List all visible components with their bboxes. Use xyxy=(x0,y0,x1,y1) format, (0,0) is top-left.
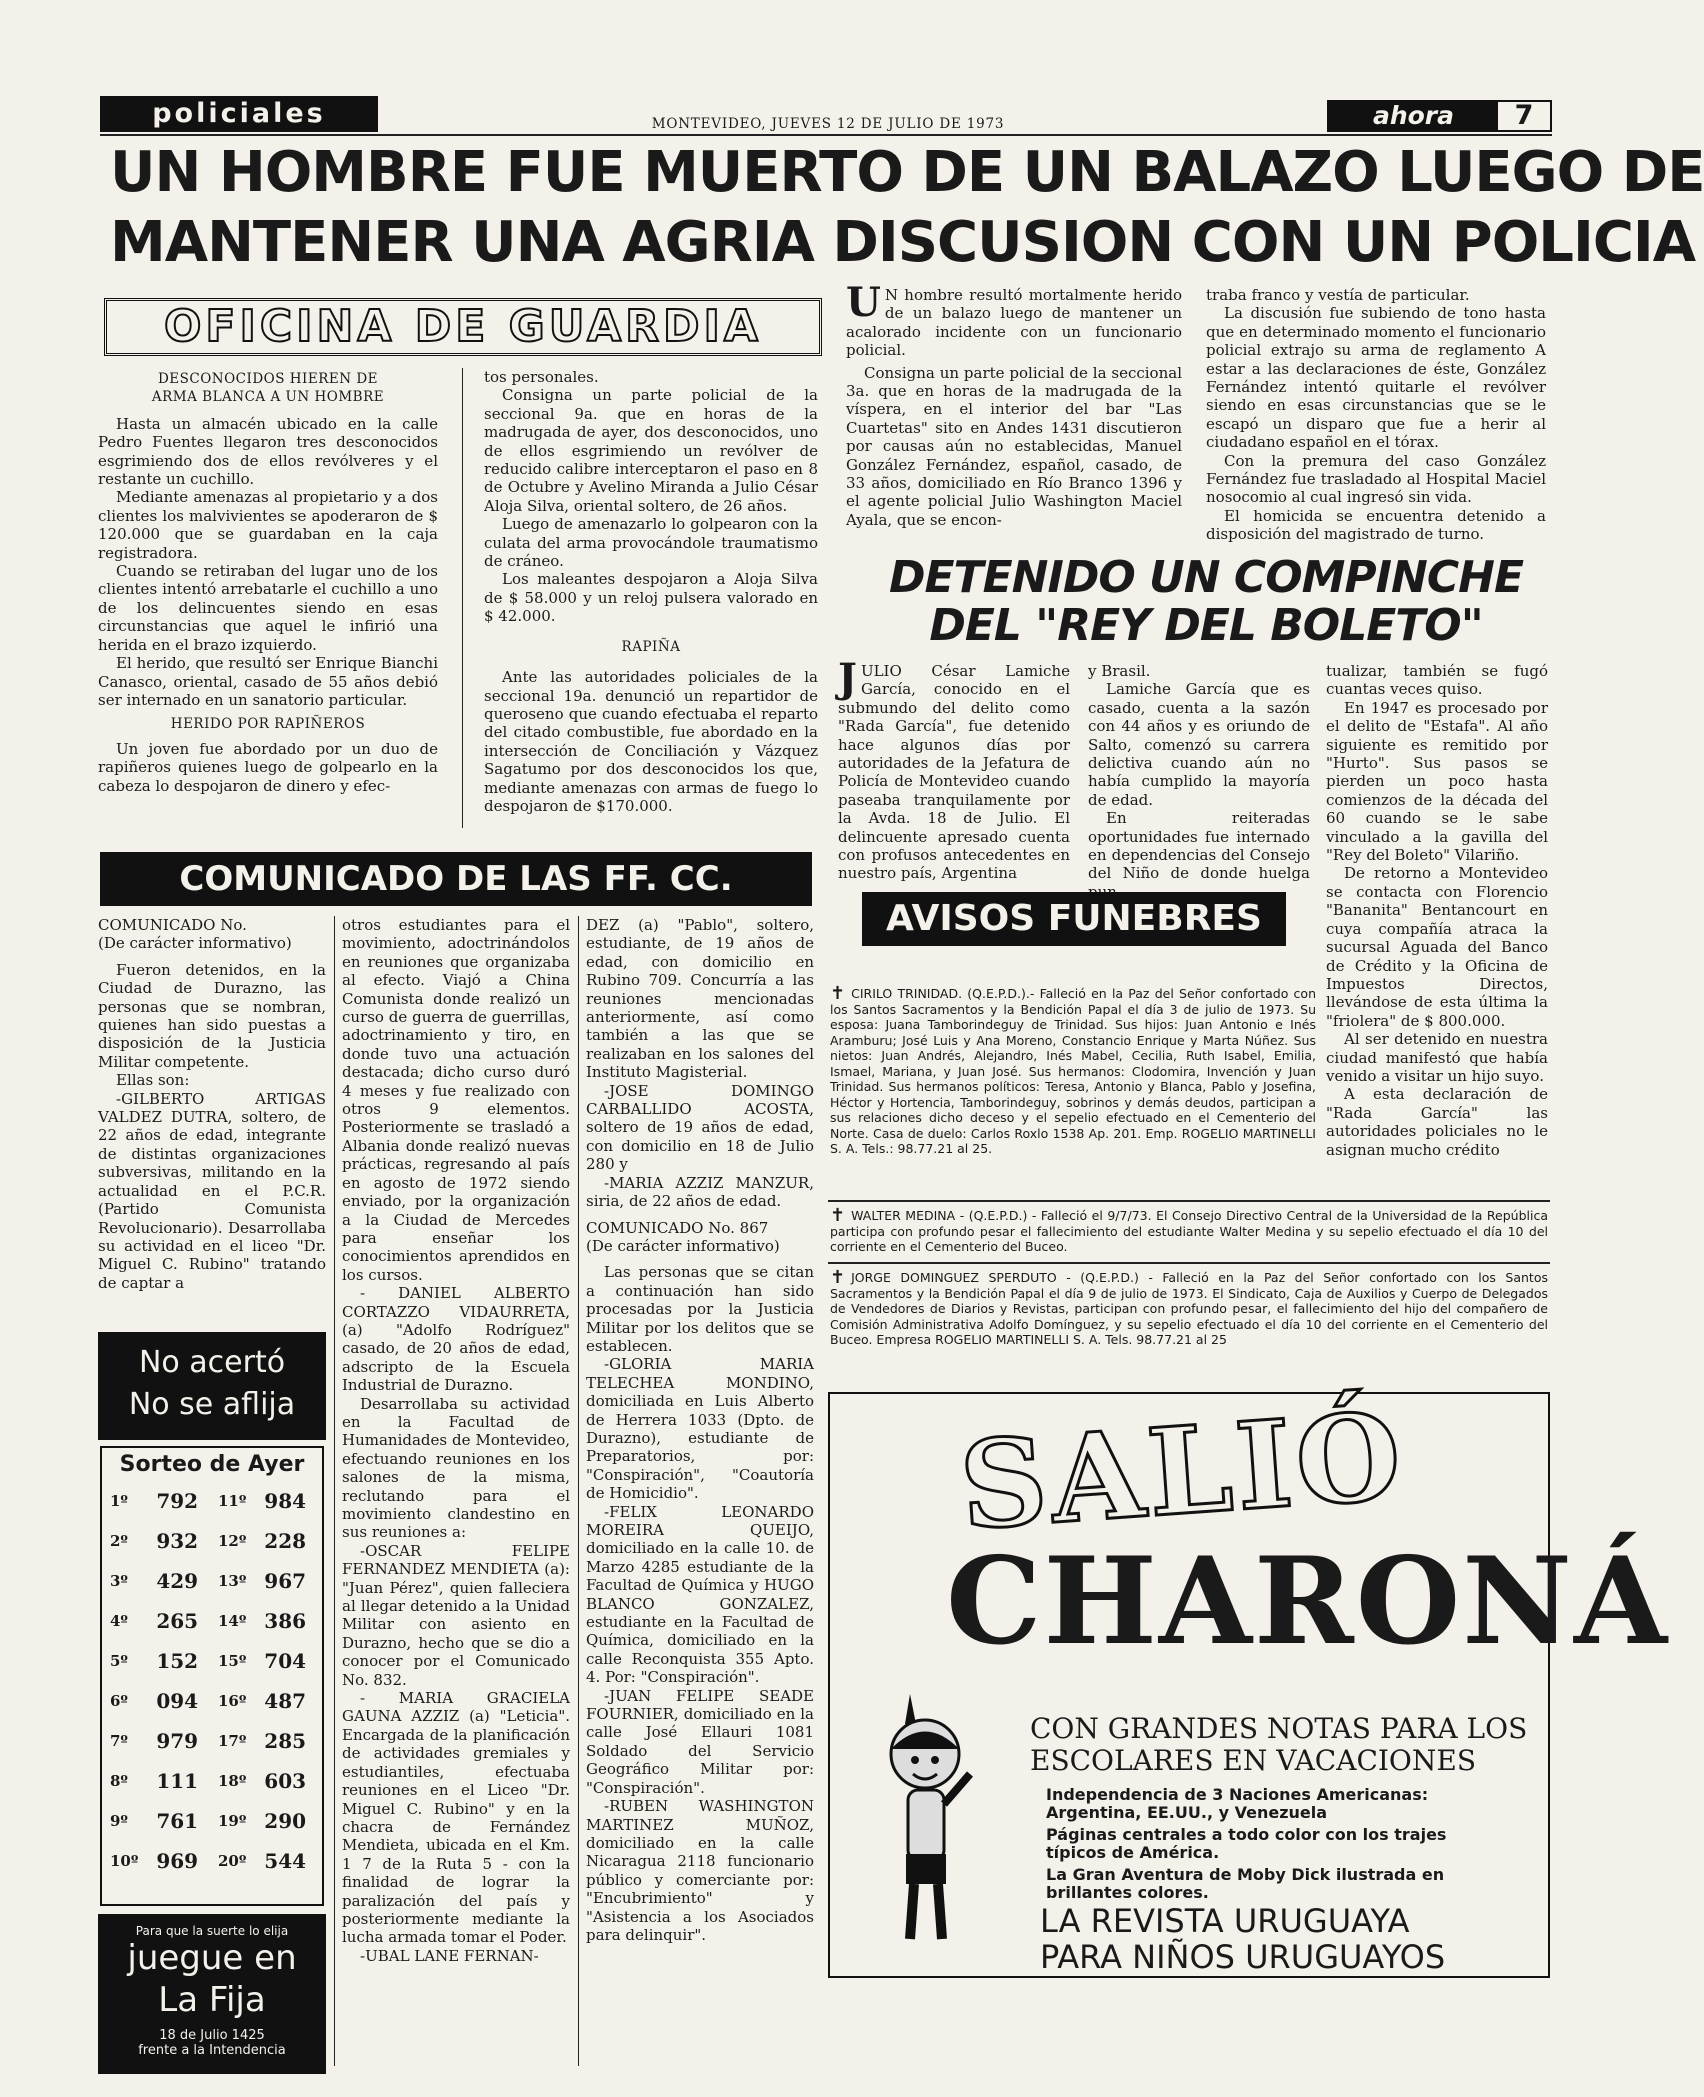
fija-line1: Para que la suerte lo elija xyxy=(135,1924,289,1938)
ad-detail2: Páginas centrales a todo color con los trajes típicos de América. xyxy=(1046,1825,1447,1862)
compinche-headline-1: DETENIDO UN COMPINCHE xyxy=(888,552,1524,603)
lottery-row xyxy=(104,1841,320,1881)
compinche-c3-p4: Al ser detenido en nuestra ciudad manifestó que había venido a visitar un hijo suyo. xyxy=(1326,1030,1548,1085)
compinche-c2-p2: Lamiche García que es casado, cuenta a la sazón con 44 años y es oriundo de Salto, comenzó su carrera delictiva cuando aún no había cumplido la mayoría de edad. xyxy=(1088,680,1310,809)
lottery-number: 967 xyxy=(264,1569,307,1593)
lottery-row xyxy=(104,1601,320,1641)
compinche-c3-p2: En 1947 es procesado por el delito de "Estafa". Al año siguiente es remitido por "Hurto". Sus pasos se pierden un poco hasta comienzos de la década del 60 cuando se le sabe vinculado a la gavilla del "Rey del Boleto" Vilariño. xyxy=(1326,698,1548,865)
lottery-row xyxy=(104,1801,320,1841)
lottery-number: 429 xyxy=(156,1569,199,1593)
compinche-c1-text: ULIO César Lamiche García, conocido en el submundo del delito como "Rada García", fue detenido hace algunos días por autoridades de la Jefatura de Policía de Montevideo cuando paseaba tranquilamente por la Avda. 18 de Julio. El delincuente apresado cuenta con profusos antecedentes en nuestro país, Argentina xyxy=(838,662,1070,883)
indian-boy-icon xyxy=(870,1694,990,1954)
lottery-results xyxy=(100,1446,324,1906)
lottery-number: 290 xyxy=(264,1809,307,1833)
com-c2-p6: -UBAL LANE FERNAN- xyxy=(360,1946,539,1965)
section-label-text: policiales xyxy=(152,98,326,129)
lottery-position: 17º xyxy=(217,1732,247,1750)
fija-line4: 18 de Julio 1425 xyxy=(159,2028,265,2043)
character-illustration xyxy=(870,1694,990,1954)
com-c3-p1: DEZ (a) "Pablo", soltero, estudiante, de 19 años de edad, con domicilio en Rubino 709. Concurría a las reuniones mencionadas anteriormente, así como también a las que se realizaban en los salones del Instituto Magisterial. xyxy=(586,916,814,1082)
ad-tag1: LA REVISTA URUGUAYA xyxy=(1040,1902,1410,1940)
comunicado-col1 xyxy=(98,916,326,1336)
oficina-c1-p2: Mediante amenazas al propietario y a dos clientes los malvivientes se apoderaron de $ 120.000 que se guardaban en la caja registradora. xyxy=(98,488,438,562)
funebres-title: AVISOS FUNEBRES xyxy=(886,898,1262,939)
com-c3-p3: -MARIA AZZIZ MANZUR, siria, de 22 años de edad. xyxy=(586,1173,814,1211)
funebre-rule-2 xyxy=(828,1262,1550,1264)
lottery-position: 15º xyxy=(217,1652,247,1670)
oficina-sub2: HERIDO POR RAPIÑEROS xyxy=(170,716,366,733)
lottery-position: 1º xyxy=(110,1492,128,1510)
charona-ad xyxy=(828,1385,1670,1978)
ad-charona: CHARONÁ xyxy=(946,1531,1670,1672)
masthead-paper: ahora xyxy=(1329,102,1498,130)
ad-salio: SALIÓ xyxy=(955,1385,1410,1558)
comunicado-title: COMUNICADO DE LAS FF. CC. xyxy=(179,859,733,899)
fija-ad xyxy=(98,1914,326,2074)
lottery-number: 761 xyxy=(156,1809,199,1833)
compinche-col1 xyxy=(838,655,1070,883)
oficina-c2-p5: Ante las autoridades policiales de la seccional 19a. denunció un repartidor de queroseno que cuando efectuaba el reparto del citado combustible, fue abordado en la intersección de Conciliación y Vázquez Sagatumo por dos desconocidos los que, mediante amenazas con armas de fuego lo despojaron de $170.000. xyxy=(484,668,818,815)
com-c2-p1: otros estudiantes para el movimiento, adoctrinándolos en reuniones que organizaba al efecto. Viajó a China Comunista donde realizó un curso de guerra de guerrillas, adoctrinamiento y tiro, en donde tuvo una actuación destacada; dicho curso duró 4 meses y fue realizado con otros 9 elementos. Posteriormente se trasladó a Albania donde realizó nuevas prácticas, regresando al país en agosto de 1972 siendo enviado, por la organización a la Ciudad de Mercedes para enseñar los conocimientos aprendidos en los cursos. xyxy=(342,916,570,1284)
funebre-item-2 xyxy=(830,1205,1548,1258)
oficina-c2-p2: Consigna un parte policial de la seccional 9a. que en horas de la madrugada de ayer, dos desconocidos, uno de ellos esgrimiendo un revólver de reducido calibre interceptaron el paso en 8 de Octubre y Avelino Miranda a Julio César Aloja Silva, oriental soltero, de 26 años. xyxy=(484,386,818,515)
lottery-table xyxy=(104,1481,320,1881)
ad-sub1: CON GRANDES NOTAS PARA LOS xyxy=(1030,1712,1528,1745)
lottery-position: 13º xyxy=(217,1572,247,1590)
oficina-sub3: RAPIÑA xyxy=(621,638,681,655)
compinche-c1-p1 xyxy=(838,655,1070,883)
lottery-banner-line1: No acertó xyxy=(138,1345,286,1380)
fija-line2: juegue en xyxy=(127,1938,297,1978)
comunicado-col2 xyxy=(342,916,570,2066)
oficina-col2 xyxy=(484,368,818,836)
balazo-c2-p2: La discusión fue subiendo de tono hasta que en determinado momento el funcionario policial extrajo su arma de reglamento A estar a las declaraciones de éste, González Fernández intentó quitarle el revólver siendo en esas circunstancias que se le escapó un disparo que fue a herir al ciudadano español en el tórax. xyxy=(1206,304,1546,452)
lottery-position: 2º xyxy=(110,1532,128,1550)
lottery-number: 969 xyxy=(156,1849,199,1873)
lottery-position: 7º xyxy=(110,1732,128,1750)
lottery-row xyxy=(104,1681,320,1721)
fija-line3: La Fija xyxy=(158,1980,266,2020)
oficina-c2-p1: tos personales. xyxy=(484,368,599,386)
com-c2-p2: - DANIEL ALBERTO CORTAZZO VIDAURRETA, (a) "Adolfo Rodríguez" casado, de 20 años de edad, adscripto de la Escuela Industrial de Durazno. xyxy=(342,1284,570,1395)
lottery-banner-line2: No se aflija xyxy=(128,1387,296,1422)
lottery-number: 094 xyxy=(156,1689,199,1713)
oficina-title-box xyxy=(104,298,822,356)
lottery-number: 285 xyxy=(264,1729,307,1753)
balazo-c1-p2: Consigna un parte policial de la seccional 3a. que en horas de la madrugada de la víspera, en el interior del bar "Las Cuartetas" sito en Andes 1431 discutieron por causas aún no establecidas, Manuel González Fernández, español, casado, de 33 años, domiciliado en Río Branco 1396 y el agente policial Julio Washington Maciel Ayala, que se encon- xyxy=(846,363,1182,529)
lottery-position: 3º xyxy=(110,1572,128,1590)
compinche-c3-p5: A esta declaración de "Rada García" las autoridades policiales no le asignan mucho crédito xyxy=(1326,1085,1548,1159)
cross-icon: ✝ xyxy=(830,1267,846,1288)
lottery-number: 111 xyxy=(156,1769,199,1793)
lottery-number: 979 xyxy=(156,1729,199,1753)
lottery-row xyxy=(104,1641,320,1681)
lottery-number: 265 xyxy=(156,1609,199,1633)
oficina-c2-p4: Los maleantes despojaron a Aloja Silva de $ 58.000 y un reloj pulsera valorado en $ 42.000. xyxy=(484,570,818,626)
balazo-col2 xyxy=(1206,286,1546,574)
masthead xyxy=(1327,100,1552,132)
compinche-col3 xyxy=(1326,662,1548,1180)
lottery-number: 704 xyxy=(264,1649,307,1673)
com-c2-p4: -OSCAR FELIPE FERNANDEZ MENDIETA (a): "Juan Pérez", quien falleciera al llegar detenido a la Unidad Militar con asiento en Durazno, hecho que se dio a conocer por el Comunicado No. 832. xyxy=(342,1541,570,1689)
lottery-position: 11º xyxy=(217,1492,247,1510)
oficina-c1-p4: El herido, que resultó ser Enrique Bianchi Canasco, oriental, casado de 55 años debió ser internado en un sanatorio particular. xyxy=(98,654,438,709)
fija-line5: frente a la Intendencia xyxy=(138,2043,286,2058)
ad-detail3: La Gran Aventura de Moby Dick ilustrada en brillantes colores. xyxy=(1046,1865,1445,1902)
com-c3-p5: -GLORIA MARIA TELECHEA MONDINO, domiciliada en Luis Alberto de Herrera 1033 (Dpto. de Durazno), estudiante de Preparatorios, por: "Conspiración", "Coautoría de Homicidio". xyxy=(586,1355,814,1503)
lottery-number: 487 xyxy=(264,1689,307,1713)
lottery-row xyxy=(104,1521,320,1561)
compinche-c3-p1: tualizar, también se fugó cuantas veces quiso. xyxy=(1326,662,1548,699)
section-label xyxy=(100,96,378,132)
lottery-row xyxy=(104,1481,320,1521)
cross-icon: ✝ xyxy=(830,983,846,1004)
lottery-number: 152 xyxy=(156,1649,199,1673)
com-c3-p2: -JOSE DOMINGO CARBALLIDO ACOSTA, soltero de 19 años de edad, con domicilio en 18 de Julio 280 y xyxy=(586,1081,814,1174)
page-number: 7 xyxy=(1514,100,1534,131)
balazo-c2-p3: Con la premura del caso González Fernández fue trasladado al Hospital Maciel nosocomio al cual ingresó sin vida. xyxy=(1206,451,1546,507)
com-c3-p7: -JUAN FELIPE SEADE FOURNIER, domiciliado en la calle José Ellauri 1081 Soldado del Servicio Geográfico Militar por: "Conspiración". xyxy=(586,1686,814,1797)
main-headline-line2: MANTENER UNA AGRIA DISCUSION CON UN POLICIA xyxy=(110,210,1696,275)
funebre-item-1 xyxy=(830,983,1316,1194)
lottery-position: 8º xyxy=(110,1772,128,1790)
lottery-number: 792 xyxy=(156,1489,199,1513)
oficina-col1 xyxy=(98,368,438,836)
balazo-c1-p1-text: N hombre resultó mortalmente herido de un balazo luego de mantener un acalorado incidente con un funcionario policial. xyxy=(846,286,1182,360)
com-c2-p3: Desarrollaba su actividad en la Facultad de Humanidades de Montevideo, efectuando reuniones en los salones de la misma, reclutando para el movimiento clandestino en sus reuniones a: xyxy=(342,1394,570,1542)
oficina-c1-p3: Cuando se retiraban del lugar uno de los clientes intentó arrebatarle el cuchillo a uno de los delincuentes siendo en esas circunstancias que aquel le infirió una herida en el brazo izquierdo. xyxy=(98,562,438,654)
lottery-position: 10º xyxy=(110,1852,139,1870)
com-c1-p1: Fueron detenidos, en la Ciudad de Durazno, las personas que se nombran, quienes han sido puestas a disposición de la Justicia Militar competente. xyxy=(98,960,326,1071)
balazo-dropcap: U xyxy=(846,279,881,326)
com-c1-p2: Ellas son: xyxy=(116,1071,190,1090)
oficina-divider xyxy=(462,368,463,828)
lottery-row xyxy=(104,1721,320,1761)
balazo-c2-p4: El homicida se encuentra detenido a disposición del magistrado de turno. xyxy=(1206,506,1546,544)
oficina-title: OFICINA DE GUARDIA xyxy=(164,301,762,352)
oficina-c1-p5: Un joven fue abordado por un duo de rapiñeros quienes luego de golpearlo en la cabeza lo despojaron de dinero y efec- xyxy=(98,739,438,795)
lottery-number: 984 xyxy=(264,1489,307,1513)
funebre-text-2: WALTER MEDINA - (Q.E.P.D.) - Falleció el 9/7/73. El Consejo Directivo Central de la Universidad de la República participa con profundo pesar el fallecimiento del estudiante Walter Medina y su sepelio efectuado el día 10 del corriente en el Cementerio del Buceo. xyxy=(830,1208,1548,1254)
header-rule xyxy=(100,134,1552,136)
compinche-c2-p1: y Brasil. xyxy=(1088,662,1151,680)
compinche-headline-2: DEL "REY DEL BOLETO" xyxy=(929,600,1483,651)
lottery-number: 544 xyxy=(264,1849,307,1873)
lottery-number: 603 xyxy=(264,1769,307,1793)
com-c3-head1: COMUNICADO No. 867 xyxy=(586,1218,769,1237)
ad-detail1: Independencia de 3 Naciones Americanas: Argentina, EE.UU., y Venezuela xyxy=(1046,1785,1429,1822)
lottery-position: 5º xyxy=(110,1652,128,1670)
funebre-text-3: JORGE DOMINGUEZ SPERDUTO - (Q.E.P.D.) - Falleció en la Paz del Señor confortado con los Santos Sacramentos y la Bendición Papal el día 9 de julio de 1973. El Sindicato, Caja de Auxilios y Cuerpo de Delegados de Vendedores de Diarios y Revistas, participan con profundo pesar, el fallecimiento del hijo del compañero de Comisión Administrativa Adolfo Domínguez, y su sepelio efectuado el día 10 del corriente en el Cementerio del Buceo. Empresa ROGELIO MARTINELLI S. A. Tels. 98.77.21 al 25 xyxy=(830,1270,1548,1347)
comunicado-head2: (De carácter informativo) xyxy=(98,934,292,953)
lottery-number: 386 xyxy=(264,1609,307,1633)
lottery-number: 932 xyxy=(156,1529,199,1553)
funebre-text-1: CIRILO TRINIDAD. (Q.E.P.D.).- Falleció en la Paz del Señor confortado con los Santos Sacramentos y la Bendición Papal el día 3 de julio de 1973. Su esposa: Juana Tamborindeguy de Trinidad. Sus hijos: Juan Antonio e Inés Aramburu; José Luis y Ana Moreno, Constancio Enrique y Marta Núñez. Sus nietos: Juan Andrés, Alejandro, Inés Mabel, Cecilia, Ruth Isabel, Emilia, Ismael, Mariana, y Juan José. Sus hermanos: Clodomira, Invención y Juan Trinidad. Sus hermanos políticos: Teresa, Antonio y Blanca, Pablo y Josefina, Héctor y Hortencia, Tamborindeguy, sobrinos y demás deudos, participan a sus relaciones dicho deceso y el sepelio efectuado en el Cementerio del Norte. Casa de duelo: Carlos Roxlo 1538 Ap. 201. Emp. ROGELIO MARTINELLI S. A. Tels.: 98.77.21 al 25. xyxy=(830,986,1316,1156)
comunicado-head1: COMUNICADO No. xyxy=(98,916,247,934)
lottery-position: 4º xyxy=(110,1612,128,1630)
com-c3-head2: (De carácter informativo) xyxy=(586,1236,780,1255)
oficina-c2-p3: Luego de amenazarlo lo golpearon con la culata del arma provocándole traumatismo de cráneo. xyxy=(484,515,818,571)
com-c3-p4: Las personas que se citan a continuación han sido procesadas por la Justicia Militar por los delitos que se establecen. xyxy=(586,1263,814,1355)
ad-tag2: PARA NIÑOS URUGUAYOS xyxy=(1040,1938,1446,1976)
balazo-c2-p1: traba franco y vestía de particular. xyxy=(1206,286,1470,304)
cross-icon: ✝ xyxy=(830,1205,846,1226)
lottery-row xyxy=(104,1561,320,1601)
funebre-rule-1 xyxy=(828,1200,1550,1202)
compinche-col2 xyxy=(1088,662,1310,883)
lottery-row xyxy=(104,1761,320,1801)
balazo-c1-p1 xyxy=(846,279,1182,360)
dateline: MONTEVIDEO, JUEVES 12 DE JULIO DE 1973 xyxy=(651,116,1005,132)
lottery-number: 228 xyxy=(264,1529,307,1553)
funebre-item-3 xyxy=(830,1267,1548,1350)
lottery-position: 19º xyxy=(217,1812,247,1830)
comunicado-divider-1 xyxy=(334,916,335,2066)
compinche-c2-p3: En reiteradas oportunidades fue internado en dependencias del Consejo del Niño de donde huelga xyxy=(1088,809,1310,883)
compinche-dropcap: J xyxy=(838,655,857,702)
lottery-position: 16º xyxy=(217,1692,247,1710)
com-c3-p8: -RUBEN WASHINGTON MARTINEZ MUÑOZ, domiciliado en la calle Nicaragua 2118 funcionario público y comerciante por: "Encubrimiento" y "Asistencia a los Asociados para delinquir". xyxy=(586,1797,814,1944)
lottery-position: 14º xyxy=(217,1612,247,1630)
lottery-position: 12º xyxy=(217,1532,247,1550)
lottery-position: 9º xyxy=(110,1812,128,1830)
lottery-title: Sorteo de Ayer xyxy=(119,1452,305,1477)
lottery-banner xyxy=(98,1332,326,1440)
funebres-title-bar xyxy=(862,892,1286,946)
com-c3-p6: -FELIX LEONARDO MOREIRA QUEIJO, domiciliado en la calle 10. de Marzo 4285 estudiante de la Facultad de Química y HUGO BLANCO GONZALEZ, estudiante en la Facultad de Química, domiciliado en la calle Reconquista 355 Apto. 4. Por: "Conspiración". xyxy=(586,1502,814,1687)
balazo-col1 xyxy=(846,279,1182,574)
compinche-c3-p3: De retorno a Montevideo se contacta con Florencio "Bananita" Bentancourt en cuya compañía atraca la sucursal Aguada del Banco de Crédito y la Oficina de Impuestos Directos, llevándose de esta última la "friolera" de $ 800.000. xyxy=(1326,864,1548,1030)
com-c1-p3: -GILBERTO ARTIGAS VALDEZ DUTRA, soltero, de 22 años de edad, integrante de distintas organizaciones subversivas, militando en la actualidad en el P.C.R. (Partido Comunista Revolucionario). Desarrollaba su actividad en el liceo "Dr. Miguel C. Rubino" tratando de captar a xyxy=(98,1089,326,1292)
ad-sub2: ESCOLARES EN VACACIONES xyxy=(1030,1744,1477,1777)
main-headline-line1: UN HOMBRE FUE MUERTO DE UN BALAZO LUEGO DE xyxy=(110,140,1704,205)
comunicado-col3 xyxy=(586,916,814,2066)
com-c2-p5: - MARIA GRACIELA GAUNA AZZIZ (a) "Leticia". Encargada de la planificación de actividades gremiales y estudiantiles, efectuaba reuniones en el Liceo "Dr. Miguel C. Rubino" y en la chacra de Fernández Mendieta, ubicada en el Km. 1 7 de la Ruta 5 - con la finalidad de lograr la paralización del país y posteriormente mediante la lucha armada tomar el Poder. xyxy=(342,1689,570,1947)
comunicado-divider-2 xyxy=(578,916,579,2066)
oficina-c1-p1: Hasta un almacén ubicado en la calle Pedro Fuentes llegaron tres desconocidos esgrimiendo dos de ellos revólveres y el restante un cuchillo. xyxy=(98,414,438,489)
lottery-position: 20º xyxy=(217,1852,247,1870)
lottery-position: 18º xyxy=(217,1772,247,1790)
comunicado-title-bar xyxy=(100,852,812,906)
oficina-sub1: DESCONOCIDOS HIEREN DE ARMA BLANCA A UN HOMBRE xyxy=(151,371,385,406)
lottery-position: 6º xyxy=(110,1692,128,1710)
